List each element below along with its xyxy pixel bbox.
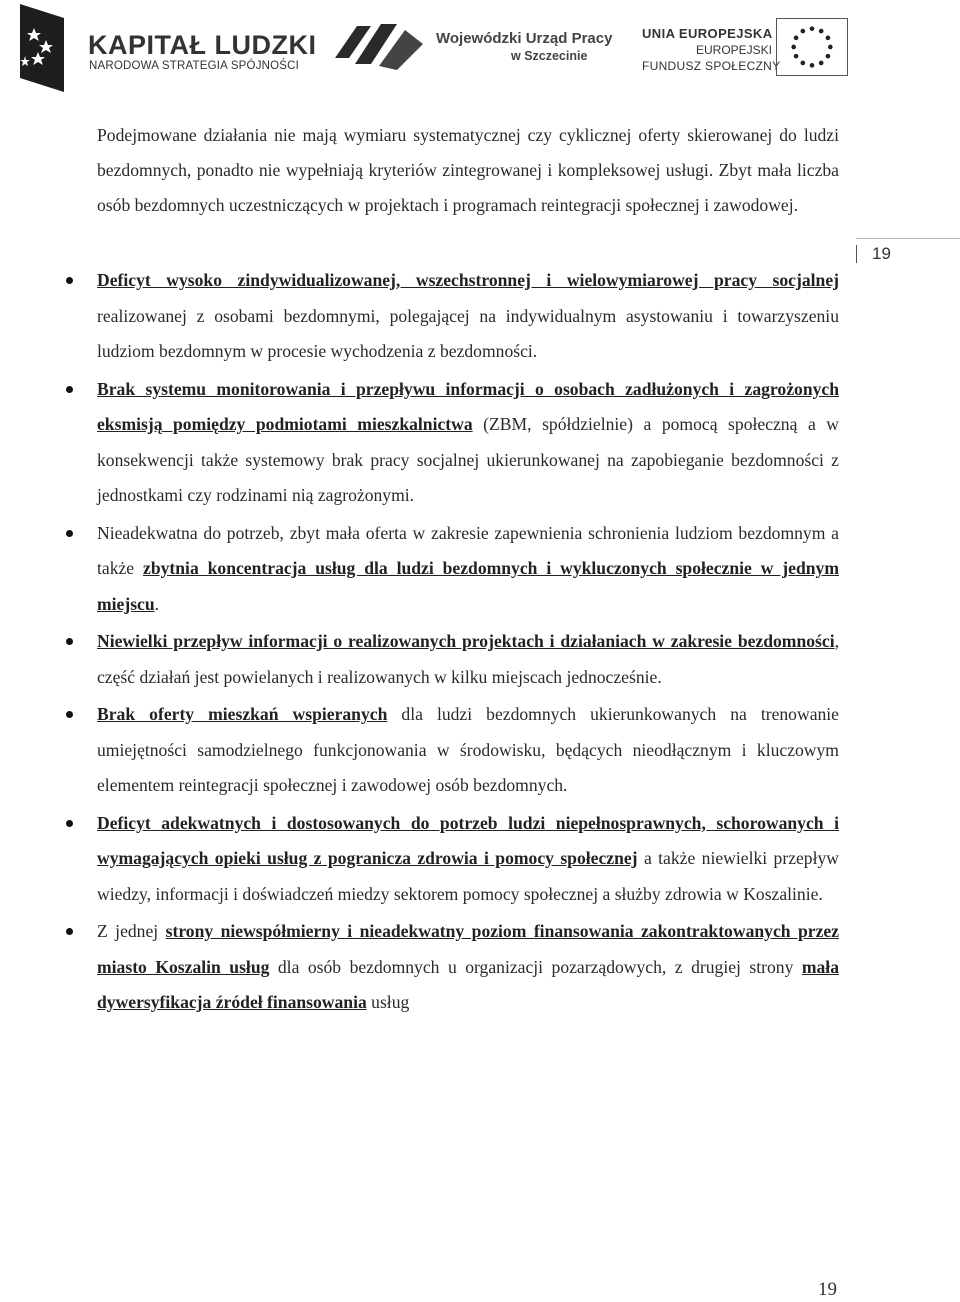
bullet-icon — [66, 711, 73, 718]
item-lead: Z jednej — [97, 921, 166, 941]
bullet-icon — [66, 530, 73, 537]
list-item — [97, 914, 839, 1021]
wup-name-line2: w Szczecinie — [511, 49, 588, 63]
item-emphasis: strony niewspółmierny i nieadekwatny poziom finansowania zakontraktowanych przez miasto Koszalin usług — [97, 921, 839, 977]
kapital-ludzki-logo — [0, 0, 317, 95]
list-item — [97, 372, 839, 514]
list-item — [97, 516, 839, 623]
eu-logo — [636, 18, 946, 78]
item-emphasis: Deficyt adekwatnych i dostosowanych do potrzeb ludzi niepełnosprawnych, schorowanych i wymagających opieki usług z pogranicza zdrowia i pomocy społecznej — [97, 812, 839, 868]
item-text: dla ludzi bezdomnych ukierunkowanych na trenowanie umiejętności samodzielnego funkcjonowania w środowisku, będących nieodłącznym i kluczowym elementem reintegracji społecznej i zawodowej osób bezdomnych. — [97, 704, 839, 795]
item-text-2: usług — [366, 992, 410, 1012]
item-emphasis: Brak systemu monitorowania i przepływu informacji o osobach zadłużonych i zagrożonych eksmisją pomiędzy podmiotami mieszkalnictwa — [97, 378, 839, 434]
item-text: a także niewielki przepływ wiedzy, informacji i doświadczeń miedzy sektorem pomocy społecznej a służby zdrowia w Koszalinie. — [97, 848, 839, 904]
bullet-icon — [66, 928, 73, 935]
bullet-icon — [66, 820, 73, 827]
item-emphasis-2: mała dywersyfikacja źródeł finansowania — [97, 956, 839, 1012]
item-lead: Nieadekwatna do potrzeb, zbyt mała oferta w zakresie zapewnienia schronienia ludziom bezdomnym a także — [97, 522, 839, 578]
item-text: , część działań jest powielanych i realizowanych w kilku miejscach jednocześnie. — [97, 631, 839, 687]
item-emphasis: Brak oferty mieszkań wspieranych — [97, 704, 388, 724]
item-emphasis: Deficyt wysoko zindywidualizowanej, wszechstronnej i wielowymiarowej pracy socjalnej — [97, 270, 839, 290]
side-page-marker — [856, 238, 960, 269]
eu-line3: FUNDUSZ SPOŁECZNY — [642, 59, 781, 73]
intro-paragraph: Podejmowane działania nie mają wymiaru systematycznej czy cyklicznej oferty skierowanej do ludzi bezdomnych, ponadto nie wypełniają kryteriów zintegrowanej i kompleksowej usługi. Zbyt mała liczba osób bezdomnych uczestniczących w projektach i programach reintegracji społecznej i zawodowej. — [97, 125, 839, 215]
item-emphasis: Niewielki przepływ informacji o realizowanych projektach i działaniach w zakresie bezdomności — [97, 631, 835, 651]
item-text: (ZBM, spółdzielnie) a pomocą społeczną a w konsekwencji także systemowy brak pracy socjalnej ukierunkowanej na zapobieganie bezdomności z jednostkami czy rodzinami nią zagrożonymi. — [97, 414, 839, 505]
side-marker-tick — [856, 245, 857, 263]
item-text: . — [154, 593, 160, 614]
wup-arrows-icon — [335, 16, 425, 72]
wup-name-line1: Wojewódzki Urząd Pracy — [436, 30, 613, 47]
list-item — [97, 624, 839, 695]
eu-line2: EUROPEJSKI — [696, 43, 773, 57]
eu-stars-flag-icon — [776, 18, 848, 76]
list-item — [97, 697, 839, 804]
footer-page-number: 19 — [818, 1279, 837, 1300]
eu-line1: UNIA EUROPEJSKA — [642, 26, 773, 41]
list-item — [97, 806, 839, 913]
bullet-icon — [66, 386, 73, 393]
item-text: dla osób bezdomnych u organizacji pozarządowych, z drugiej strony — [269, 956, 802, 977]
item-emphasis: zbytnia koncentracja usług dla ludzi bezdomnych i wykluczonych społecznie w jednym miejscu — [97, 558, 839, 614]
side-page-number: 19 — [872, 244, 891, 263]
kapital-ludzki-subtitle: NARODOWA STRATEGIA SPÓJNOŚCI — [89, 60, 300, 72]
bullet-icon — [66, 277, 73, 284]
issues-list — [97, 263, 839, 1023]
kapital-ludzki-title: KAPITAŁ LUDZKI — [88, 30, 317, 60]
list-item — [97, 263, 839, 370]
item-text: realizowanej z osobami bezdomnymi, polegającej na indywidualnym asystowaniu i towarzyszeniu ludziom bezdomnym w procesie wychodzenia z bezdomności. — [97, 305, 839, 361]
wup-szczecin-logo — [335, 16, 613, 76]
header-logos — [0, 0, 960, 95]
bullet-icon — [66, 638, 73, 645]
kapital-ludzki-flag-icon — [20, 4, 64, 92]
